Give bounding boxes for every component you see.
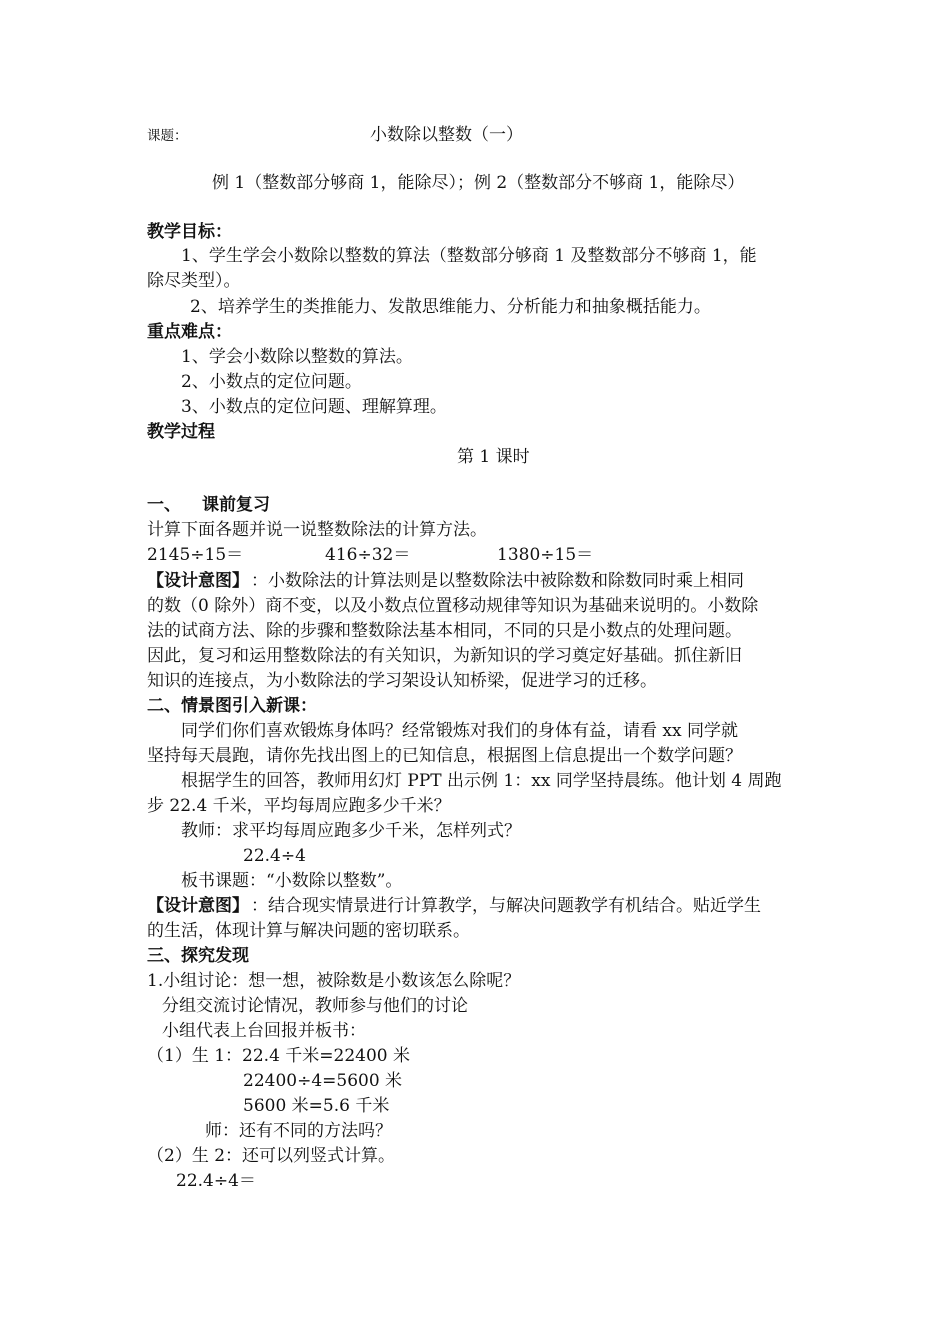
goal-2: 2、培养学生的类推能力、发散思维能力、分析能力和抽象概括能力。 — [190, 297, 711, 317]
exercise-3: 1380÷15＝ — [497, 545, 594, 565]
student-1-step-2: 22400÷4=5600 米 — [243, 1071, 403, 1091]
section-1-number: 一、 — [147, 495, 181, 515]
student-1-answer: （1）生 1：22.4 千米=22400 米 — [147, 1046, 411, 1066]
group-report: 小组代表上台回报并板书： — [162, 1021, 366, 1041]
board-title: 板书课题：“小数除以整数”。 — [181, 871, 403, 891]
section-1-title: 课前复习 — [202, 495, 270, 515]
goal-1-line-2: 除尽类型）。 — [147, 271, 241, 291]
scenario-line-1: 同学们你们喜欢锻炼身体吗？经常锻炼对我们的身体有益，请看 xx 同学就 — [181, 721, 738, 741]
goals-heading: 教学目标： — [147, 222, 232, 242]
keypoint-2: 2、小数点的定位问题。 — [181, 372, 362, 392]
design-intent-2-tag: 【设计意图】 — [147, 896, 249, 916]
keypoints-heading: 重点难点： — [147, 322, 232, 342]
exercise-1: 2145÷15＝ — [147, 545, 244, 565]
example-line-1: 根据学生的回答，教师用幻灯 PPT 出示例 1：xx 同学坚持晨练。他计划 4 周跑 — [181, 771, 782, 791]
topic-label: 课题： — [147, 128, 188, 144]
goal-1-line-1: 1、学生学会小数除以整数的算法（整数部分够商 1 及整数部分不够商 1，能 — [181, 246, 757, 266]
student-1-step-3: 5600 米=5.6 千米 — [243, 1096, 390, 1116]
section-3-heading: 三、探究发现 — [147, 946, 249, 966]
design-intent-line-4: 因此，复习和运用整数除法的有关知识，为新知识的学习奠定好基础。抓住新旧 — [147, 646, 742, 666]
group-discussion: 分组交流讨论情况，教师参与他们的讨论 — [162, 996, 468, 1016]
student-2-answer: （2）生 2：还可以列竖式计算。 — [147, 1146, 396, 1166]
teacher-followup: 师：还有不同的方法吗？ — [205, 1121, 392, 1141]
review-intro: 计算下面各题并说一说整数除法的计算方法。 — [147, 520, 487, 540]
exercise-2: 416÷32＝ — [325, 545, 411, 565]
keypoint-3: 3、小数点的定位问题、理解算理。 — [181, 397, 447, 417]
lesson-title: 小数除以整数（一） — [370, 125, 523, 145]
process-heading: 教学过程 — [147, 422, 215, 442]
scenario-line-2: 坚持每天晨跑，请你先找出图上的已知信息，根据图上信息提出一个数学问题？ — [147, 746, 742, 766]
design-intent-line-5: 知识的连接点，为小数除法的学习架设认知桥梁，促进学习的迁移。 — [147, 671, 657, 691]
example-line-2: 步 22.4 千米，平均每周应跑多少千米？ — [147, 796, 451, 816]
design-intent-line-2: 的数（0 除外）商不变，以及小数点位置移动规律等知识为基础来说明的。小数除 — [147, 596, 759, 616]
design-intent-line-3: 法的试商方法、除的步骤和整数除法基本相同，不同的只是小数点的处理问题。 — [147, 621, 742, 641]
design-intent-line-1: ：小数除法的计算法则是以整数除法中被除数和除数同时乘上相同 — [251, 571, 744, 591]
design-intent-2-line-1: ：结合现实情景进行计算教学，与解决问题教学有机结合。贴近学生 — [251, 896, 761, 916]
discussion-question: 1.小组讨论：想一想，被除数是小数该怎么除呢？ — [147, 971, 521, 991]
design-intent-2-line-2: 的生活，体现计算与解决问题的密切联系。 — [147, 921, 470, 941]
division-formula: 22.4÷4 — [243, 846, 306, 866]
teacher-question: 教师：求平均每周应跑多少千米，怎样列式？ — [181, 821, 521, 841]
lesson-subtitle: 例 1（整数部分够商 1，能除尽）；例 2（整数部分不够商 1，能除尽） — [212, 173, 745, 193]
keypoint-1: 1、学会小数除以整数的算法。 — [181, 347, 413, 367]
vertical-division: 22.4÷4＝ — [176, 1171, 256, 1191]
design-intent-tag: 【设计意图】 — [147, 571, 249, 591]
lesson-period: 第 1 课时 — [457, 447, 530, 467]
section-2-heading: 二、情景图引入新课： — [147, 696, 317, 716]
